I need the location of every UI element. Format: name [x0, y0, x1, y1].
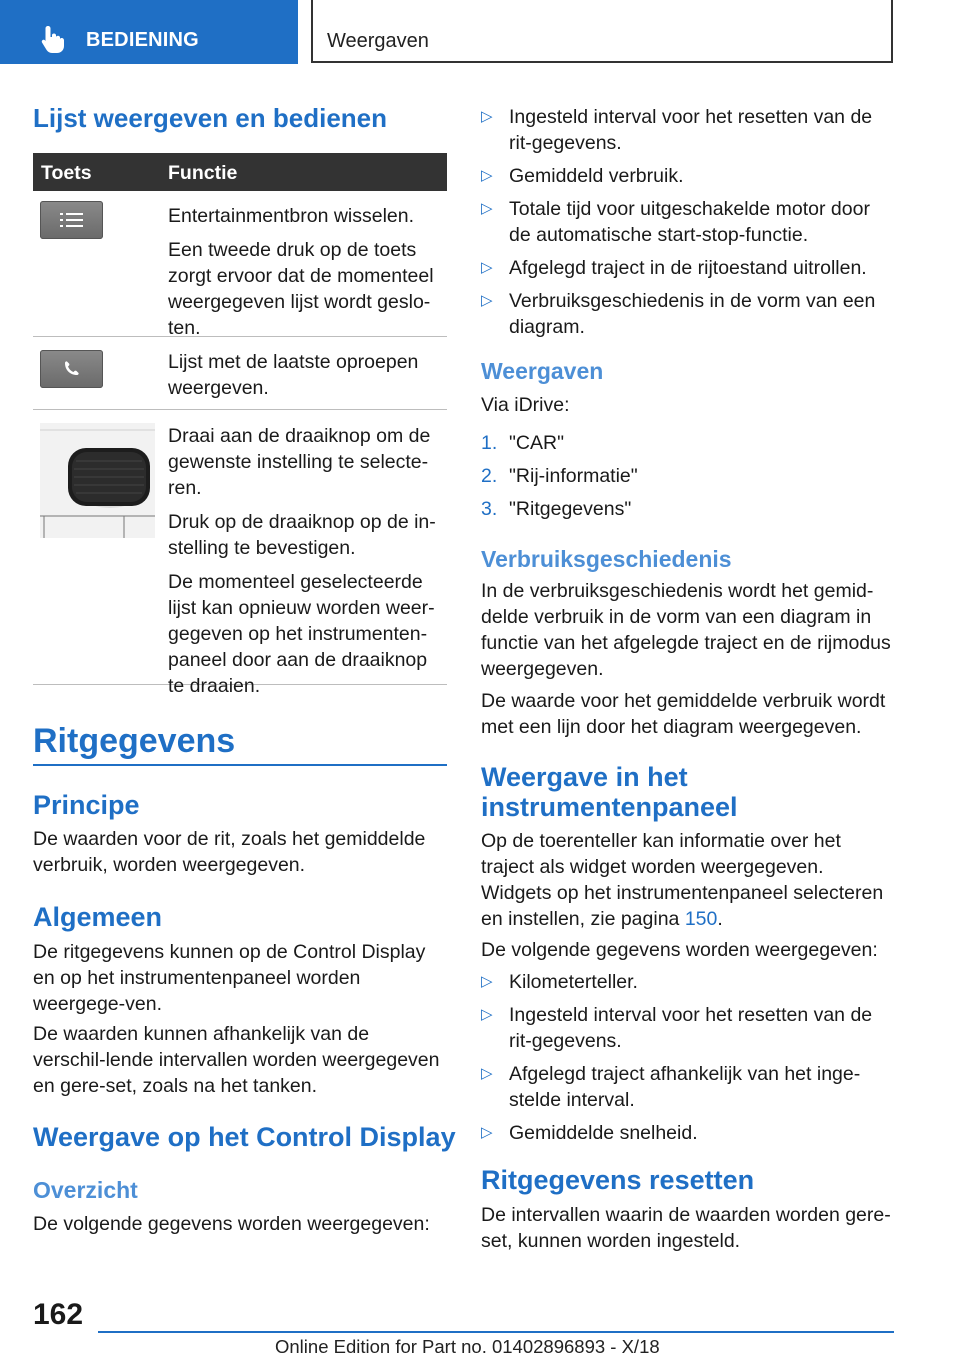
subsection-title: Weergaven [327, 30, 429, 52]
key-function-table [33, 153, 447, 697]
cell-text: Druk op de draaiknop op de in-stelling te bevestigen. [168, 511, 436, 559]
list-item: ▷ Ingesteld interval voor het resetten van de rit-gegevens. [481, 1004, 873, 1052]
table-row [33, 337, 447, 410]
cell-text: Een tweede druk op de toets zorgt ervoor dat de momenteel weergegeven lijst wordt geslo-ten. [168, 239, 434, 339]
edition-note: Online Edition for Part no. 01402896893 - X/18 [275, 1336, 660, 1357]
instrument-bullet-list [481, 969, 895, 1153]
verbruik-heading: Verbruiksgeschiedenis [481, 546, 732, 572]
section-title: BEDIENING [86, 29, 199, 51]
list-item: 3. "Ritgegevens" [481, 498, 632, 520]
verbruik-text-1: In de verbruiksgeschiedenis wordt het gemid-delde verbruik in de vorm van een diagram in functie van het afgelegde traject en de rijmodus weergegeven. [481, 580, 891, 680]
main-heading: Ritgegevens [33, 722, 236, 760]
reset-heading: Ritgegevens resetten [481, 1165, 755, 1195]
list-item: ▷ Afgelegd traject afhankelijk van het inge-stelde interval. [481, 1063, 861, 1111]
list-item: ▷ Gemiddeld verbruik. [481, 165, 684, 187]
weergaven-steps [481, 430, 895, 529]
table-row [33, 191, 447, 337]
rotary-knob-icon [40, 423, 155, 538]
list-item: ▷ Afgelegd traject in de rijtoestand uitrollen. [481, 257, 867, 279]
list-item: ▷ Ingesteld interval voor het resetten van de rit-gegevens. [481, 106, 873, 154]
weergaven-intro: Via iDrive: [481, 394, 570, 416]
list-item: 1. "CAR" [481, 432, 565, 454]
table-header-function: Functie [168, 162, 238, 184]
page-link[interactable]: 150 [684, 908, 718, 930]
weergaven-heading: Weergaven [481, 358, 604, 384]
cell-text: Draai aan de draaiknop om de gewenste instelling te selecte-ren. [168, 425, 431, 499]
page-number: 162 [33, 1298, 84, 1331]
section-tab [0, 0, 298, 64]
hand-pointer-icon [40, 24, 66, 54]
principe-text: De waarden voor de rit, zoals het gemiddelde verbruik, worden weergegeven. [33, 828, 426, 876]
algemeen-text-1: De ritgegevens kunnen op de Control Display en op het instrumentenpaneel worden weergege-ven. [33, 941, 426, 1015]
table-header-key: Toets [41, 162, 92, 184]
list-item: 2. "Rij-informatie" [481, 465, 638, 487]
subsection-tab [311, 0, 893, 63]
principe-heading: Principe [33, 790, 140, 820]
phone-button-icon [40, 350, 103, 388]
algemeen-text-2: De waarden kunnen afhankelijk van de verschil-lende intervallen worden weergegeven en gere-set, zoals na het tanken. [33, 1023, 440, 1097]
table-header [33, 153, 447, 191]
instrument-heading: Weergave in het instrumentenpaneel [481, 762, 738, 822]
list-item: ▷ Kilometerteller. [481, 971, 638, 993]
cell-text: Entertainmentbron wisselen. [168, 205, 415, 227]
verbruik-text-2: De waarde voor het gemiddelde verbruik wordt met een lijn door het diagram weergegeven. [481, 690, 886, 738]
table-row [33, 410, 447, 697]
overview-bullet-list [481, 104, 895, 347]
list-item: ▷ Verbruiksgeschiedenis in de vorm van een diagram. [481, 290, 876, 338]
instrument-text-2: De volgende gegevens worden weergegeven: [481, 939, 878, 961]
footer-rule [98, 1331, 894, 1333]
cell-text: De momenteel geselecteerde lijst kan opnieuw worden weer-gegeven op het instrumenten-paneel door aan de draaiknop te draaien. [168, 571, 435, 697]
list-item: ▷ Gemiddelde snelheid. [481, 1122, 698, 1144]
control-display-heading: Weergave op het Control Display [33, 1122, 456, 1152]
list-button-icon [40, 201, 103, 239]
overzicht-heading: Overzicht [33, 1177, 138, 1203]
main-heading-rule [33, 764, 447, 766]
instrument-text-1: Op de toerenteller kan informatie over het traject als widget worden weergegeven. Widgets op het instrumentenpaneel selecteren en instellen, zie pagina 150. [481, 830, 884, 930]
list-item: ▷ Totale tijd voor uitgeschakelde motor door de automatische start-stop-functie. [481, 198, 870, 246]
cell-text: Lijst met de laatste oproepen weergeven. [168, 351, 419, 399]
algemeen-heading: Algemeen [33, 902, 163, 932]
reset-text: De intervallen waarin de waarden worden gere-set, kunnen worden ingesteld. [481, 1204, 891, 1252]
overzicht-text: De volgende gegevens worden weergegeven: [33, 1213, 430, 1235]
list-heading: Lijst weergeven en bedienen [33, 103, 387, 133]
